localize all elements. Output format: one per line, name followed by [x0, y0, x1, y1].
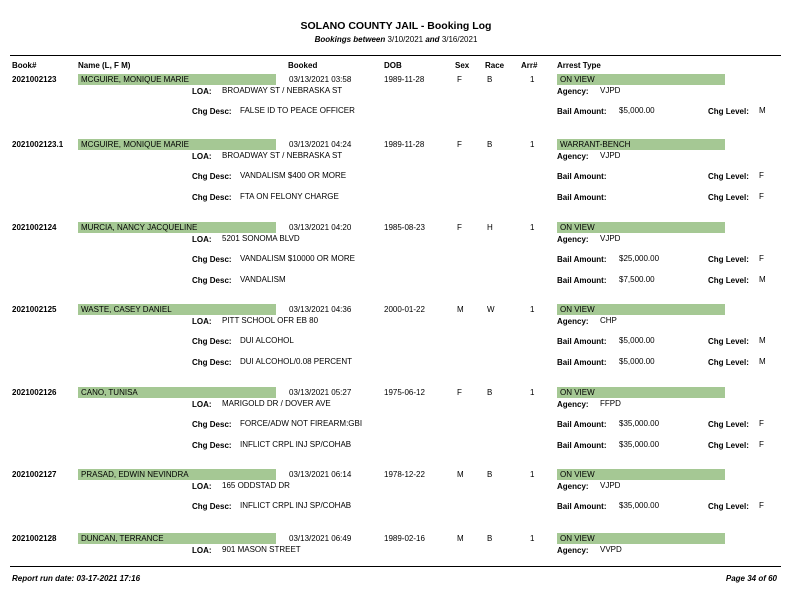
booked-datetime: 03/13/2021 04:36 — [289, 305, 352, 314]
charge-level: M — [759, 106, 766, 115]
arrest-type: ON VIEW — [560, 75, 595, 84]
chg-desc-label: Chg Desc: — [192, 107, 232, 116]
charge-description: DUI ALCOHOL — [240, 336, 294, 345]
race: B — [487, 470, 493, 479]
inmate-name: DUNCAN, TERRANCE — [81, 534, 164, 543]
loa-label: LOA: — [192, 546, 212, 555]
chg-desc-label: Chg Desc: — [192, 358, 232, 367]
agency-label: Agency: — [557, 87, 589, 96]
chg-desc-label: Chg Desc: — [192, 441, 232, 450]
booking-record — [0, 302, 792, 384]
footer-divider — [10, 566, 781, 567]
arrest-type-highlight — [557, 222, 725, 233]
col-race: Race — [485, 61, 505, 70]
loa-location: MARIGOLD DR / DOVER AVE — [222, 399, 331, 408]
booked-datetime: 03/13/2021 06:49 — [289, 534, 352, 543]
bail-amount-label: Bail Amount: — [557, 337, 607, 346]
chg-level-label: Chg Level: — [708, 255, 749, 264]
charge-description: VANDALISM $10000 OR MORE — [240, 254, 356, 263]
col-sex: Sex — [455, 61, 470, 70]
bail-amount-label: Bail Amount: — [557, 172, 607, 181]
arrest-type-highlight — [557, 469, 725, 480]
bail-amount-label: Bail Amount: — [557, 276, 607, 285]
agency: VJPD — [600, 481, 621, 490]
bail-amount-label: Bail Amount: — [557, 107, 607, 116]
sex: F — [457, 388, 462, 397]
charge-description: FALSE ID TO PEACE OFFICER — [240, 106, 355, 115]
arrest-type: ON VIEW — [560, 470, 595, 479]
charge-description: DUI ALCOHOL/0.08 PERCENT — [240, 357, 353, 366]
inmate-name-highlight — [78, 469, 276, 480]
agency-label: Agency: — [557, 317, 589, 326]
bail-amount: $25,000.00 — [619, 254, 660, 263]
agency: VJPD — [600, 234, 621, 243]
sex: F — [457, 223, 462, 232]
charge-level: F — [759, 254, 764, 263]
chg-level-label: Chg Level: — [708, 420, 749, 429]
arrest-type: ON VIEW — [560, 534, 595, 543]
loa-label: LOA: — [192, 87, 212, 96]
chg-desc-label: Chg Desc: — [192, 255, 232, 264]
col-booked: Booked — [288, 61, 318, 70]
arrest-type-highlight — [557, 139, 725, 150]
chg-level-label: Chg Level: — [708, 107, 749, 116]
booking-record — [0, 220, 792, 302]
charge-description: VANDALISM — [240, 275, 286, 284]
booked-datetime: 03/13/2021 06:14 — [289, 470, 352, 479]
inmate-name: WASTE, CASEY DANIEL — [81, 305, 172, 314]
arrest-type-highlight — [557, 304, 725, 315]
bail-amount: $35,000.00 — [619, 440, 660, 449]
chg-desc-label: Chg Desc: — [192, 193, 232, 202]
chg-level-label: Chg Level: — [708, 337, 749, 346]
charge-level: M — [759, 357, 766, 366]
arrest-number: 1 — [530, 534, 535, 543]
chg-level-label: Chg Level: — [708, 193, 749, 202]
arrest-number: 1 — [530, 223, 535, 232]
chg-level-label: Chg Level: — [708, 441, 749, 450]
bail-amount: $5,000.00 — [619, 336, 655, 345]
race: W — [487, 305, 495, 314]
agency-label: Agency: — [557, 546, 589, 555]
booking-record — [0, 531, 792, 613]
bail-amount: $5,000.00 — [619, 357, 655, 366]
loa-label: LOA: — [192, 317, 212, 326]
agency: VVPD — [600, 545, 622, 554]
agency: VJPD — [600, 86, 621, 95]
sex: M — [457, 470, 464, 479]
bail-amount: $7,500.00 — [619, 275, 655, 284]
charge-level: F — [759, 440, 764, 449]
loa-location: 5201 SONOMA BLVD — [222, 234, 300, 243]
bail-amount-label: Bail Amount: — [557, 441, 607, 450]
col-arrest-type: Arrest Type — [557, 61, 601, 70]
chg-desc-label: Chg Desc: — [192, 502, 232, 511]
booking-record — [0, 137, 792, 219]
charge-description: VANDALISM $400 OR MORE — [240, 171, 347, 180]
report-title: SOLANO COUNTY JAIL - Booking Log — [300, 20, 492, 32]
inmate-name: MCGUIRE, MONIQUE MARIE — [81, 140, 190, 149]
loa-label: LOA: — [192, 152, 212, 161]
inmate-name-highlight — [78, 139, 276, 150]
inmate-name: CANO, TUNISA — [81, 388, 138, 397]
charge-description: INFLICT CRPL INJ SP/COHAB — [240, 501, 352, 510]
bail-amount: $35,000.00 — [619, 501, 660, 510]
inmate-name-highlight — [78, 222, 276, 233]
charge-level: M — [759, 275, 766, 284]
loa-location: BROADWAY ST / NEBRASKA ST — [222, 151, 343, 160]
book-number: 2021002126 — [12, 388, 57, 397]
page-number: Page 34 of 60 — [725, 574, 777, 583]
subtitle-and: and — [425, 35, 440, 44]
arrest-type: ON VIEW — [560, 388, 595, 397]
bail-amount-label: Bail Amount: — [557, 420, 607, 429]
bail-amount-label: Bail Amount: — [557, 255, 607, 264]
date-of-birth: 1985-08-23 — [384, 223, 425, 232]
race: B — [487, 140, 493, 149]
bail-amount: $35,000.00 — [619, 419, 660, 428]
chg-level-label: Chg Level: — [708, 358, 749, 367]
chg-desc-label: Chg Desc: — [192, 172, 232, 181]
sex: M — [457, 305, 464, 314]
book-number: 2021002123.1 — [12, 140, 64, 149]
book-number: 2021002124 — [12, 223, 57, 232]
charge-level: F — [759, 501, 764, 510]
booked-datetime: 03/13/2021 03:58 — [289, 75, 352, 84]
date-of-birth: 1989-11-28 — [384, 140, 425, 149]
charge-description: FORCE/ADW NOT FIREARM:GBI — [240, 419, 363, 428]
col-arr: Arr# — [521, 61, 538, 70]
loa-label: LOA: — [192, 400, 212, 409]
arrest-type-highlight — [557, 533, 725, 544]
arrest-type-highlight — [557, 74, 725, 85]
subtitle-prefix: Bookings between — [314, 35, 386, 44]
date-of-birth: 1989-11-28 — [384, 75, 425, 84]
loa-location: 165 ODDSTAD DR — [222, 481, 290, 490]
arrest-number: 1 — [530, 140, 535, 149]
arrest-type: ON VIEW — [560, 223, 595, 232]
agency: CHP — [600, 316, 617, 325]
charge-level: F — [759, 171, 764, 180]
chg-desc-label: Chg Desc: — [192, 337, 232, 346]
charge-description: FTA ON FELONY CHARGE — [240, 192, 339, 201]
charge-level: F — [759, 419, 764, 428]
col-book: Book# — [12, 61, 37, 70]
inmate-name-highlight — [78, 74, 276, 85]
header-divider — [10, 55, 781, 56]
loa-label: LOA: — [192, 235, 212, 244]
agency-label: Agency: — [557, 235, 589, 244]
inmate-name-highlight — [78, 304, 276, 315]
race: B — [487, 75, 493, 84]
book-number: 2021002125 — [12, 305, 57, 314]
loa-location: PITT SCHOOL OFR EB 80 — [222, 316, 319, 325]
arrest-number: 1 — [530, 388, 535, 397]
bail-amount: $5,000.00 — [619, 106, 655, 115]
inmate-name-highlight — [78, 387, 276, 398]
arrest-number: 1 — [530, 305, 535, 314]
book-number: 2021002128 — [12, 534, 57, 543]
agency-label: Agency: — [557, 152, 589, 161]
book-number: 2021002123 — [12, 75, 57, 84]
col-dob: DOB — [384, 61, 402, 70]
arrest-type: ON VIEW — [560, 305, 595, 314]
arrest-number: 1 — [530, 75, 535, 84]
arrest-number: 1 — [530, 470, 535, 479]
bail-amount-label: Bail Amount: — [557, 193, 607, 202]
bail-amount-label: Bail Amount: — [557, 358, 607, 367]
booked-datetime: 03/13/2021 04:20 — [289, 223, 352, 232]
sex: F — [457, 140, 462, 149]
start-date: 3/10/2021 — [387, 35, 424, 44]
col-name: Name (L, F M) — [78, 61, 131, 70]
chg-desc-label: Chg Desc: — [192, 420, 232, 429]
agency: FFPD — [600, 399, 621, 408]
race: B — [487, 534, 493, 543]
charge-level: M — [759, 336, 766, 345]
date-of-birth: 1989-02-16 — [384, 534, 425, 543]
agency: VJPD — [600, 151, 621, 160]
arrest-type: WARRANT-BENCH — [560, 140, 631, 149]
date-of-birth: 1975-06-12 — [384, 388, 425, 397]
arrest-type-highlight — [557, 387, 725, 398]
loa-location: 901 MASON STREET — [222, 545, 301, 554]
booking-record — [0, 385, 792, 467]
chg-level-label: Chg Level: — [708, 276, 749, 285]
chg-level-label: Chg Level: — [708, 172, 749, 181]
inmate-name: MURCIA, NANCY JACQUELINE — [81, 223, 198, 232]
agency-label: Agency: — [557, 400, 589, 409]
inmate-name: MCGUIRE, MONIQUE MARIE — [81, 75, 190, 84]
end-date: 3/16/2021 — [441, 35, 478, 44]
sex: F — [457, 75, 462, 84]
chg-desc-label: Chg Desc: — [192, 276, 232, 285]
sex: M — [457, 534, 464, 543]
charge-level: F — [759, 192, 764, 201]
report-subtitle — [0, 35, 792, 44]
agency-label: Agency: — [557, 482, 589, 491]
booked-datetime: 03/13/2021 05:27 — [289, 388, 352, 397]
charge-description: INFLICT CRPL INJ SP/COHAB — [240, 440, 352, 449]
race: B — [487, 388, 493, 397]
chg-level-label: Chg Level: — [708, 502, 749, 511]
date-of-birth: 2000-01-22 — [384, 305, 425, 314]
book-number: 2021002127 — [12, 470, 57, 479]
race: H — [487, 223, 493, 232]
date-of-birth: 1978-12-22 — [384, 470, 425, 479]
inmate-name: PRASAD, EDWIN NEVINDRA — [81, 470, 189, 479]
report-run-date: Report run date: 03-17-2021 17:16 — [12, 574, 141, 583]
inmate-name-highlight — [78, 533, 276, 544]
loa-location: BROADWAY ST / NEBRASKA ST — [222, 86, 343, 95]
bail-amount-label: Bail Amount: — [557, 502, 607, 511]
booked-datetime: 03/13/2021 04:24 — [289, 140, 352, 149]
loa-label: LOA: — [192, 482, 212, 491]
